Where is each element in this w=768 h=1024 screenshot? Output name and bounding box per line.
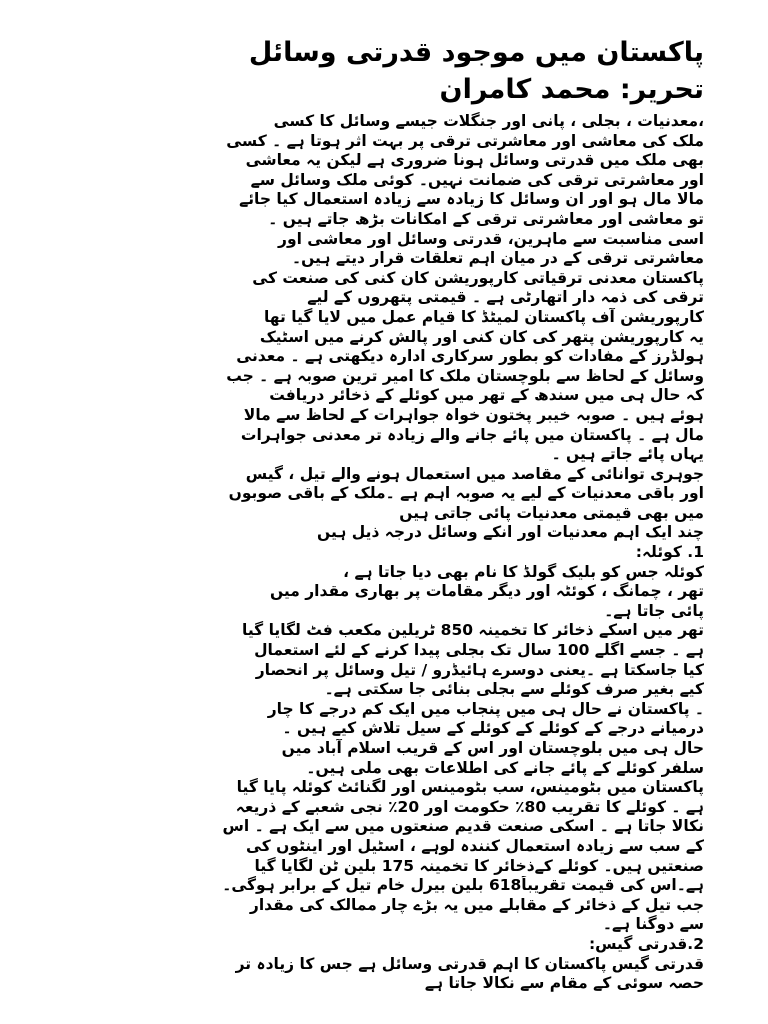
body-line: چند ایک اہم معدنیات اور انکے وسائل درجہ ذیل ہیں — [317, 523, 704, 542]
body-line: معاشرتی ترقی کے در میان اہم تعلقات قرار دیتے ہیں۔ — [291, 249, 704, 268]
document-title — [92, 34, 704, 108]
body-line: پاکستان معدنی ترقیاتی کارپوریشن کان کنی کی صنعت کی — [252, 268, 704, 287]
section-heading-coal: 1. کوئلہ: — [635, 543, 704, 562]
body-line: میں بھی قیمتی معدنیات پائی جاتی ہیں — [399, 503, 704, 522]
body-line: کہ حال ہی میں سندھ کے تھر میں کوئلے کے ذخائر دریافت — [269, 386, 704, 405]
section-heading-natural-gas: 2.قدرتی گیس: — [588, 934, 704, 953]
body-line: ،معدنیات ، بجلی ، پانی اور جنگلات جیسے وسائل کا کسی — [273, 112, 704, 130]
body-line: وسائل کے لحاظ سے بلوچستان ملک کا امیر ترین صوبہ ہے ۔ جب — [226, 366, 704, 385]
body-line: حال ہی میں بلوچستان اور اس کے قریب اسلام آباد میں — [281, 739, 704, 757]
body-line: اسی مناسبت سے ماہرین، قدرتی وسائل اور معاشی اور — [278, 229, 704, 248]
body-line: تھر ، چمانگ ، کوئٹہ اور دیگر مقامات پر بھاری مقدار میں — [269, 582, 704, 601]
body-line: درمیانے درجے کے کوئلے کے کوئلے کے سیل تلاش کیے ہیں ۔ — [282, 719, 704, 738]
body-line: اور باقی معدنیات کے لیے یہ صوبہ اہم ہے ۔ملک کے باقی صوبوں — [228, 484, 704, 503]
document-body — [92, 112, 704, 994]
body-line: کیا جاسکتا ہے ۔یعنی دوسرے ہائیڈرو / تیل وسائل پر انحصار — [255, 660, 704, 679]
body-line: حصہ سوئی کے مقام سے نکالا جاتا ہے — [424, 974, 704, 993]
body-line: نکالا جاتا ہے ۔ اسکی صنعت قدیم صنعتوں میں سے ایک ہے ۔ اس — [222, 817, 704, 836]
body-line: صنعتیں ہیں۔ کوئلے کےذخائر کا تخمینہ 175 بلین ٹن لگایا گیا — [254, 856, 704, 875]
body-line: تھر میں اسکے ذخائر کا تخمینہ 850 ٹریلین مکعب فٹ لگایا گیا — [242, 621, 704, 640]
body-line: ہے۔اس کی قیمت تقریباً618 بلین بیرل خام تیل کے برابر ہوگی۔ — [222, 876, 704, 895]
body-line: اور معاشرتی ترقی کی ضمانت نہیں۔ کوئی ملک وسائل سے — [250, 170, 704, 189]
body-line: کوئلہ جس کو بلیک گولڈ کا نام بھی دیا جاتا ہے ، — [343, 562, 704, 581]
body-line: ملک کی معاشی اور معاشرتی ترقی پر بہت اثر ہوتا ہے ۔ کسی — [226, 131, 704, 150]
body-line: تو معاشی اور معاشرتی ترقی کے امکانات بڑھ جاتے ہیں ۔ — [268, 209, 704, 228]
body-line: مالا مال ہو اور ان وسائل کا زیادہ سے زیادہ استعمال کیا جائے — [239, 190, 704, 209]
title-line: پاکستان میں موجود قدرتی وسائل — [248, 37, 704, 68]
body-line: بھی ملک میں قدرتی وسائل ہونا ضروری ہے لیکن یہ معاشی — [245, 151, 704, 170]
body-line: یہ کارپوریشن پتھر کی کان کنی اور پالش کرنے میں اسٹیک — [259, 327, 704, 346]
body-line: ہولڈرز کے مفادات کو بطور سرکاری ادارہ دیکھتی ہے ۔ معدنی — [236, 347, 704, 366]
body-line: سلفر کوئلے کے پائے جانے کی اطلاعات بھی ملی ہیں۔ — [306, 758, 704, 777]
body-line: کارپوریشن آف پاکستان لمیٹڈ کا قیام عمل میں لایا گیا تھا — [263, 307, 704, 326]
body-line: پاکستان میں بٹومینس، سب بٹومینس اور لگنائٹ کوئلہ پایا گیا — [236, 778, 704, 797]
author-line: تحریر: محمد کامران — [439, 74, 704, 105]
body-line: پائی جاتا ہے۔ — [604, 601, 704, 620]
body-line: مال ہے ۔ پاکستان میں پائے جانے والے زیادہ تر معدنی جواہرات — [240, 425, 704, 444]
body-line: جوہری توانائی کے مقاصد میں استعمال ہونے والے تیل ، گیس — [245, 464, 704, 483]
body-line: سے دوگنا ہے۔ — [602, 915, 704, 934]
body-line: کیے بغیر صرف کوئلے سے بجلی بنائی جا سکتی ہے۔ — [324, 680, 704, 699]
document-page — [92, 34, 704, 994]
body-line: ہے ۔ کوئلے کا تقریب 80٪ حکومت اور 20٪ نجی شعبے کے ذریعہ — [235, 797, 704, 816]
body-line: یہاں پائے جاتے ہیں ۔ — [551, 445, 704, 464]
body-line: جب تیل کے ذخائر کے مقابلے میں یہ بڑے چار ممالک کی مقدار — [249, 895, 704, 914]
body-line: کے سب سے زیادہ استعمال کنندہ لوہے ، اسٹیل اور اینٹوں کی — [246, 836, 704, 855]
body-line: ترقی کی ذمہ دار اتھارٹی ہے ۔ قیمتی پتھروں کے لیے — [307, 288, 704, 307]
body-line: ۔ پاکستان نے حال ہی میں پنجاب میں ایک کم درجے کا چار — [267, 699, 704, 718]
body-line: ہوئے ہیں ۔ صوبہ خیبر پختون خواہ جواہرات کے لحاظ سے مالا — [243, 405, 704, 424]
body-line: ہے ۔ جسے اگلے 100 سال تک بجلی پیدا کرنے کے لئے استعمال — [254, 641, 704, 660]
body-line: قدرتی گیس پاکستان کا اہم قدرتی وسائل ہے جس کا زیادہ تر — [235, 954, 704, 973]
